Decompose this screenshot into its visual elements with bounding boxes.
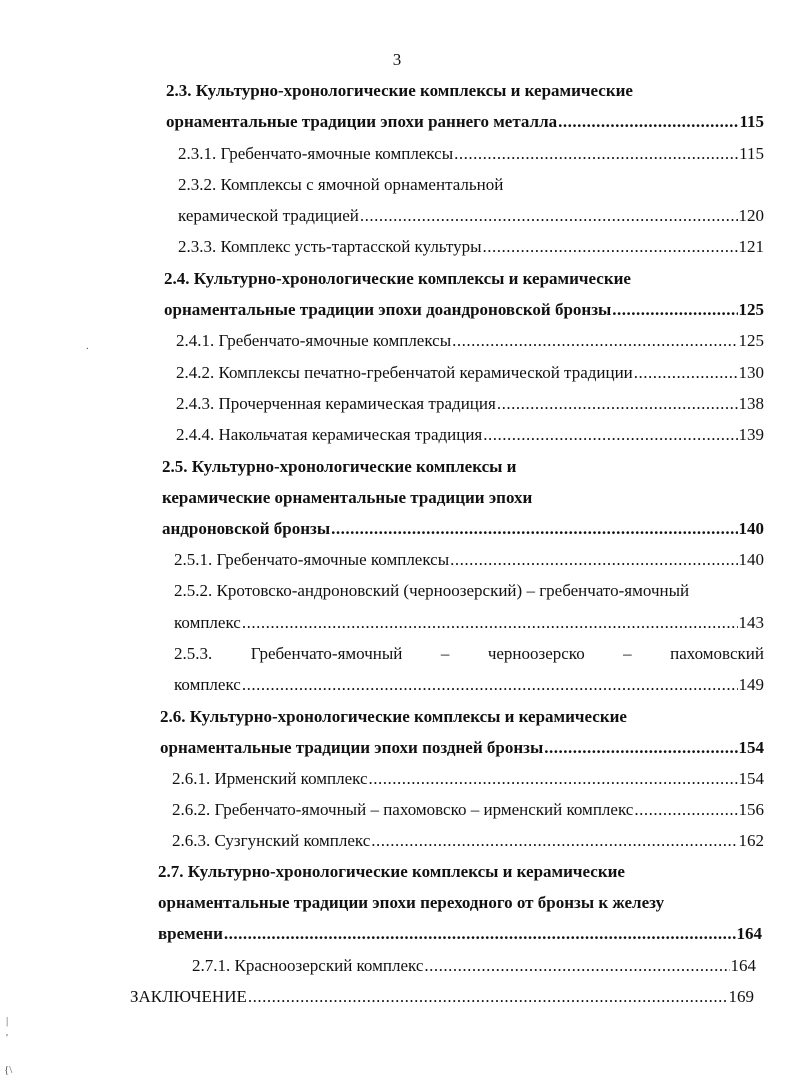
toc-entry[interactable]: 2.4.4. Накольчатая керамическая традиция ..... 139 xyxy=(176,424,764,446)
toc-entry[interactable]: орнаментальные традиции эпохи доандроновской бронзы ..... 125 xyxy=(164,299,764,321)
toc-entry[interactable]: ЗАКЛЮЧЕНИЕ ..... 169 xyxy=(130,986,754,1008)
toc-section-heading: 2.4. Культурно-хронологические комплексы и керамические xyxy=(164,269,631,288)
toc-entry[interactable]: 2.6.2. Гребенчато-ямочный – пахомовско – ирменский комплекс ..... 156 xyxy=(172,799,764,821)
scan-mark: . xyxy=(86,340,89,352)
toc-entry[interactable]: андроновской бронзы ..... 140 xyxy=(162,518,764,540)
toc-entry[interactable]: 2.3.1. Гребенчато-ямочные комплексы ..... 115 xyxy=(178,143,764,165)
toc-entry[interactable]: 2.7.1. Красноозерский комплекс ..... 164 xyxy=(192,955,756,977)
toc-entry[interactable]: 2.4.2. Комплексы печатно-гребенчатой керамической традиции ..... 130 xyxy=(176,362,764,384)
scan-mark: ' xyxy=(6,1032,8,1044)
toc-entry[interactable]: керамической традицией ..... 120 xyxy=(178,205,764,227)
toc-section-heading: 2.7. Культурно-хронологические комплексы и керамические xyxy=(158,862,625,881)
toc-entry[interactable]: 2.5.1. Гребенчато-ямочные комплексы ..... 140 xyxy=(174,549,764,571)
toc-section-heading: 2.3. Культурно-хронологические комплексы и керамические xyxy=(166,81,633,100)
scan-mark: | xyxy=(6,1015,9,1027)
toc-entry[interactable]: 2.4.3. Прочерченная керамическая традиция ..... 138 xyxy=(176,393,764,415)
toc-section-heading: 2.5. Культурно-хронологические комплексы и xyxy=(162,457,517,476)
toc-entry[interactable]: 2.6.1. Ирменский комплекс ..... 154 xyxy=(172,768,764,790)
toc-section-heading: орнаментальные традиции эпохи переходного от бронзы к железу xyxy=(158,893,665,912)
toc-section-heading: керамические орнаментальные традиции эпохи xyxy=(162,488,533,507)
toc-entry[interactable]: 2.6.3. Сузгунский комплекс ..... 162 xyxy=(172,830,764,852)
toc-entry[interactable]: комплекс ..... 149 xyxy=(174,674,764,696)
toc-entry-justified: 2.5.3. Гребенчато-ямочный – черноозерско – пахомовский xyxy=(174,644,764,663)
toc-entry[interactable]: времени ..... 164 xyxy=(158,923,762,945)
page-number: 3 xyxy=(392,50,402,69)
toc-entry: 2.3.2. Комплексы с ямочной орнаментальной xyxy=(178,175,504,194)
toc-entry: 2.5.2. Кротовско-андроновский (черноозерский) – гребенчато-ямочный xyxy=(174,581,690,600)
toc-entry[interactable]: 2.4.1. Гребенчато-ямочные комплексы ..... 125 xyxy=(176,330,764,352)
toc-entry[interactable]: орнаментальные традиции эпохи поздней бронзы ..... 154 xyxy=(160,737,764,759)
toc-entry[interactable]: комплекс ..... 143 xyxy=(174,612,764,634)
toc-section-heading: 2.6. Культурно-хронологические комплексы и керамические xyxy=(160,707,627,726)
toc-entry[interactable]: 2.3.3. Комплекс усть-тартасской культуры ..... 121 xyxy=(178,236,764,258)
toc-entry[interactable]: орнаментальные традиции эпохи раннего металла ..... 115 xyxy=(166,111,764,133)
scan-mark: {\ xyxy=(4,1064,13,1076)
